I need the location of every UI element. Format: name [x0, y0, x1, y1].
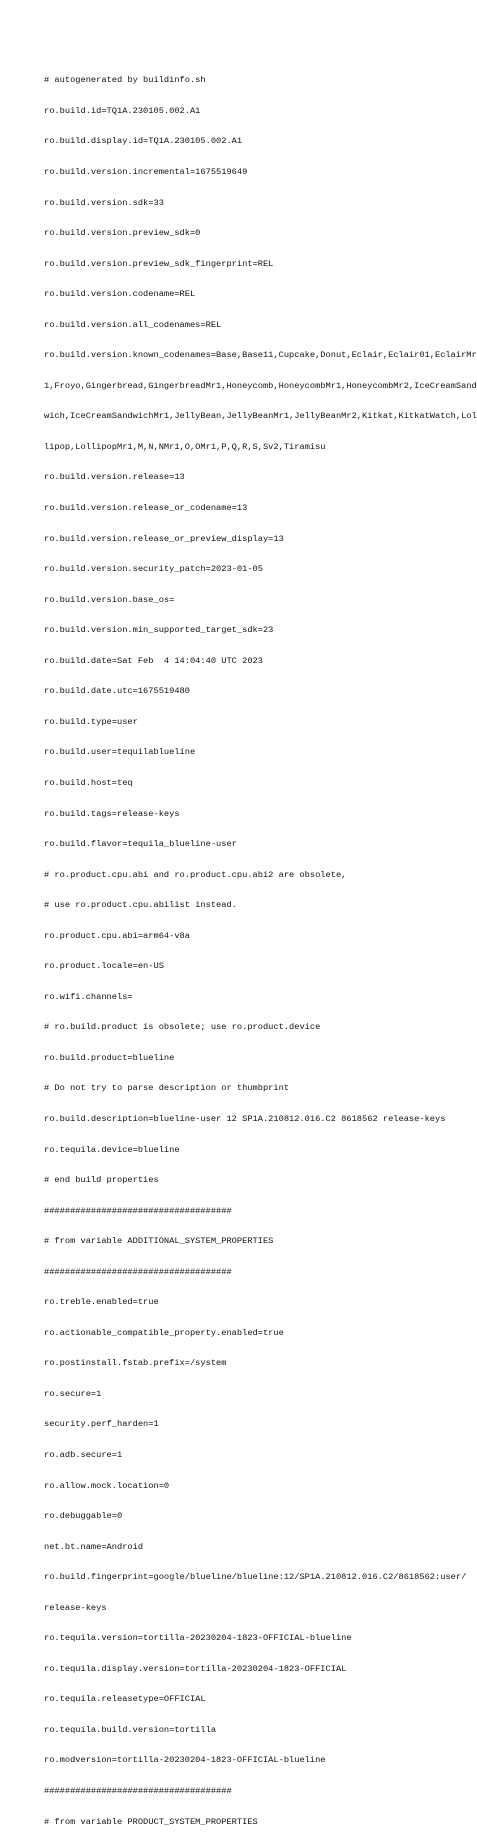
property-line: ro.build.tags=release-keys [44, 808, 180, 819]
comment-line: # from variable ADDITIONAL_SYSTEM_PROPERTIES [44, 1236, 274, 1247]
property-line: ro.build.version.release=13 [44, 472, 185, 483]
property-line-continuation: lipop,LollipopMr1,M,N,NMr1,O,OMr1,P,Q,R,S,Sv2,Tiramisu [44, 441, 326, 452]
comment-line: # use ro.product.cpu.abilist instead. [44, 900, 237, 911]
property-line: ro.build.version.known_codenames=Base,Base11,Cupcake,Donut,Eclair,Eclair01,EclairMr [44, 350, 477, 361]
property-line-continuation: wich,IceCreamSandwichMr1,JellyBean,JellyBeanMr1,JellyBeanMr2,Kitkat,KitkatWatch,Lol [44, 411, 477, 422]
property-line: ro.product.cpu.abi=arm64-v8a [44, 930, 190, 941]
comment-line: # from variable PRODUCT_SYSTEM_PROPERTIES [44, 1816, 258, 1827]
property-line: ro.build.version.sdk=33 [44, 197, 164, 208]
property-line: ro.build.version.base_os= [44, 594, 175, 605]
separator-line: #################################### [44, 1266, 232, 1277]
property-line: ro.build.version.security_patch=2023-01-05 [44, 564, 263, 575]
property-line: ro.build.description=blueline-user 12 SP1A.210812.016.C2 8618562 release-keys [44, 1113, 446, 1124]
property-line: ro.build.product=blueline [44, 1052, 175, 1063]
property-line: ro.wifi.channels= [44, 991, 133, 1002]
comment-line: # Do not try to parse description or thumbprint [44, 1083, 290, 1094]
property-line: ro.build.date=Sat Feb 4 14:04:40 UTC 2023 [44, 655, 263, 666]
property-line: ro.build.version.all_codenames=REL [44, 319, 222, 330]
property-line: ro.actionable_compatible_property.enabled=true [44, 1327, 284, 1338]
property-line: ro.build.version.release_or_preview_display=13 [44, 533, 284, 544]
property-line: ro.product.locale=en-US [44, 961, 164, 972]
separator-line: #################################### [44, 1786, 232, 1796]
property-line: ro.modversion=tortilla-20230204-1823-OFFICIAL-blueline [44, 1755, 326, 1766]
property-line: ro.build.type=user [44, 716, 138, 727]
property-line: ro.allow.mock.location=0 [44, 1480, 170, 1491]
build-prop-document [44, 55, 477, 1837]
property-line: security.perf_harden=1 [44, 1419, 159, 1430]
property-line: ro.build.display.id=TQ1A.230105.002.A1 [44, 136, 243, 147]
property-line: ro.build.version.incremental=1675519649 [44, 167, 248, 178]
property-line: ro.build.fingerprint=google/blueline/blueline:12/SP1A.210812.016.C2/8618562:user/ [44, 1572, 467, 1583]
property-line: ro.tequila.display.version=tortilla-20230204-1823-OFFICIAL [44, 1663, 347, 1674]
comment-line: # end build properties [44, 1175, 159, 1186]
property-line: ro.build.id=TQ1A.230105.002.A1 [44, 105, 201, 116]
property-line: ro.build.version.codename=REL [44, 289, 196, 300]
comment-line: # ro.build.product is obsolete; use ro.product.device [44, 1022, 321, 1033]
property-line: ro.treble.enabled=true [44, 1297, 159, 1308]
property-line: ro.build.version.preview_sdk_fingerprint=REL [44, 258, 274, 269]
property-line: ro.build.version.preview_sdk=0 [44, 228, 201, 239]
comment-line: # autogenerated by buildinfo.sh [44, 75, 206, 86]
property-line: ro.build.date.utc=1675519480 [44, 686, 190, 697]
property-line: ro.build.user=tequilablueline [44, 747, 196, 758]
property-line: ro.adb.secure=1 [44, 1449, 123, 1460]
property-line: ro.build.host=teq [44, 777, 133, 788]
property-line: ro.build.version.release_or_codename=13 [44, 503, 248, 514]
property-line: ro.tequila.version=tortilla-20230204-1823-OFFICIAL-blueline [44, 1633, 352, 1644]
property-line: ro.build.version.min_supported_target_sdk=23 [44, 625, 274, 636]
property-line: ro.postinstall.fstab.prefix=/system [44, 1358, 227, 1369]
property-line: net.bt.name=Android [44, 1541, 144, 1552]
property-line: ro.secure=1 [44, 1388, 102, 1399]
property-line: ro.tequila.device=blueline [44, 1144, 180, 1155]
comment-line: # ro.product.cpu.abi and ro.product.cpu.abi2 are obsolete, [44, 869, 347, 880]
separator-line: #################################### [44, 1205, 232, 1216]
property-line: ro.tequila.releasetype=OFFICIAL [44, 1694, 206, 1705]
property-line: ro.debuggable=0 [44, 1511, 123, 1522]
property-line: ro.build.flavor=tequila_blueline-user [44, 839, 237, 850]
property-line-continuation: release-keys [44, 1602, 107, 1613]
property-line: ro.tequila.build.version=tortilla [44, 1724, 217, 1735]
property-line-continuation: 1,Froyo,Gingerbread,GingerbreadMr1,Honeycomb,HoneycombMr1,HoneycombMr2,IceCreamSand [44, 380, 477, 391]
